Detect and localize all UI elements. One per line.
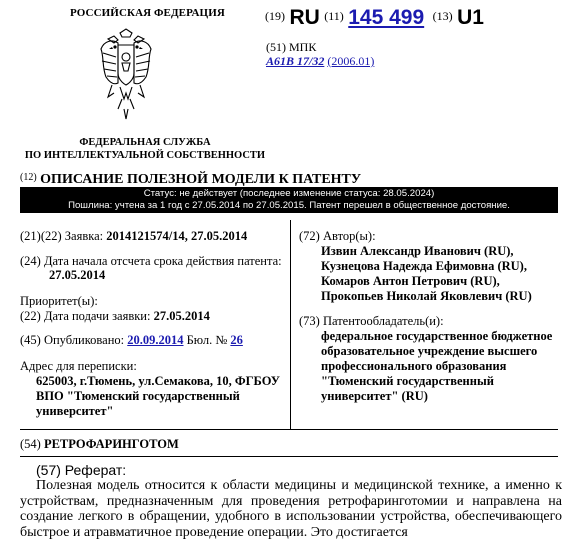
- author-item: Кузнецова Надежда Ефимовна (RU),: [321, 259, 527, 273]
- mpk-code-link[interactable]: A61B 17/32: [266, 54, 325, 68]
- code-11: (11): [324, 9, 344, 23]
- kind-code: U1: [457, 6, 484, 29]
- country-code: RU: [289, 6, 320, 29]
- column-divider: [290, 220, 291, 429]
- mpk-label: (51) МПК: [266, 40, 317, 54]
- document-title: $^{(12)}$ ОПИСАНИЕ ПОЛЕЗНОЙ МОДЕЛИ К ПАТЕНТУ: [20, 172, 362, 187]
- abstract-label: (57) Реферат:: [36, 462, 127, 478]
- invention-title: (54) РЕТРОФАРИНГОТОМ: [20, 437, 179, 451]
- address-value: 625003, г.Тюмень, ул.Семакова, 10, ФГБОУ ВПО "Тюменский государственный университет": [36, 374, 280, 418]
- term-start-value: 27.05.2014: [49, 268, 106, 282]
- term-start-label: (24) Дата начала отсчета срока действия патента:: [20, 254, 282, 268]
- application-field: (21)(22) Заявка: 2014121574/14, 27.05.2014: [20, 229, 248, 243]
- address-label: Адрес для переписки:: [20, 359, 137, 373]
- published-field: (45) Опубликовано: 20.09.2014 Бюл. № 26: [20, 333, 243, 347]
- authors-list: [299, 244, 532, 304]
- section-divider-top: [20, 429, 558, 430]
- author-item: Прокопьев Николай Яковлевич (RU): [321, 289, 532, 303]
- fee-line: Пошлина: учтена за 1 год с 27.05.2014 по 27.05.2015. Патент перешел в общественное достояние.: [68, 200, 510, 211]
- authors-label: (72) Автор(ы):: [299, 229, 376, 243]
- agency-name: ФЕДЕРАЛЬНАЯ СЛУЖБА ПО ИНТЕЛЛЕКТУАЛЬНОЙ СОБСТВЕННОСТИ: [24, 137, 266, 161]
- mpk-classification: [266, 54, 374, 69]
- published-date-link[interactable]: 20.09.2014: [127, 333, 184, 347]
- filing-date-field: (22) Дата подачи заявки: 27.05.2014: [20, 309, 210, 323]
- country-name: РОССИЙСКАЯ ФЕДЕРАЦИЯ: [70, 7, 225, 19]
- patent-number-link[interactable]: 145 499: [348, 6, 425, 29]
- code-19: (19): [265, 9, 285, 23]
- status-line: Статус: не действует (последнее изменение статуса: 28.05.2024): [143, 188, 435, 199]
- mpk-edition-link[interactable]: (2006.01): [327, 54, 375, 68]
- section-divider-bottom: [20, 456, 558, 457]
- owner-value: федеральное государственное бюджетное образовательное учреждение высшего профессионального образования "Тюменский государственный университет" (RU): [321, 329, 553, 403]
- status-box: [20, 187, 558, 213]
- publication-number-row: [265, 6, 484, 36]
- code-13: (13): [432, 9, 453, 23]
- bulletin-number-link[interactable]: 26: [230, 333, 243, 347]
- author-item: Извин Александр Иванович (RU),: [321, 244, 514, 258]
- author-item: Комаров Антон Петрович (RU),: [321, 274, 500, 288]
- coat-of-arms-icon: [98, 27, 154, 127]
- owner-label: (73) Патентообладатель(и):: [299, 314, 444, 328]
- priority-label: Приоритет(ы):: [20, 294, 98, 308]
- abstract-text: Полезная модель относится к области медицины и медицинской технике, а именно к устройствам, предназначенным для проведения ретрофаринготомии и направлена на создание легкого в обращении, удобного в использовании устройства, обеспечивающего быстрое и атравматичное проведение операции. Это достигается: [20, 478, 562, 540]
